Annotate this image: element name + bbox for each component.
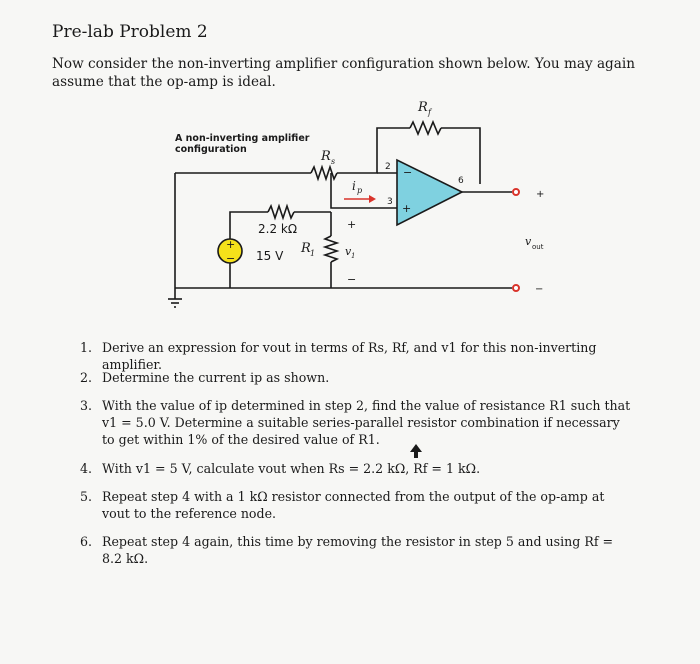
v1-plus: + xyxy=(347,218,357,231)
pin-2: 2 xyxy=(385,162,391,172)
svg-text:f: f xyxy=(428,108,431,117)
rf-resistor xyxy=(410,122,441,134)
vout-label: v xyxy=(525,235,532,248)
r-left-resistor xyxy=(268,206,294,218)
source-minus: − xyxy=(226,252,236,265)
feedback-wire xyxy=(377,128,410,157)
source-label: 15 V xyxy=(256,249,284,263)
r1-resistor xyxy=(325,236,337,262)
circuit-diagram xyxy=(0,0,700,330)
vout-terminal-top xyxy=(513,189,519,195)
caption-line1: A non-inverting amplifier xyxy=(175,133,310,144)
pin-6: 6 xyxy=(458,176,464,186)
vout-plus: + xyxy=(536,189,545,200)
top-wire-right xyxy=(337,157,377,173)
svg-text:1: 1 xyxy=(310,249,316,258)
pin-3: 3 xyxy=(387,197,393,207)
opamp-minus: − xyxy=(403,166,413,179)
svg-text:p: p xyxy=(357,186,363,195)
source-plus: + xyxy=(226,238,236,251)
intro-paragraph: Now consider the non-inverting amplifier configuration shown below. You may again assume that the op-amp is ideal. xyxy=(52,56,635,90)
mouse-cursor-icon xyxy=(410,444,422,458)
svg-text:s: s xyxy=(331,157,336,166)
opamp-plus: + xyxy=(402,202,412,215)
ip-label: i xyxy=(352,179,356,193)
rf-label: R xyxy=(418,100,428,115)
vout-minus: − xyxy=(535,284,544,295)
page-title: Pre-lab Problem 2 xyxy=(52,22,208,42)
svg-text:out: out xyxy=(532,243,544,251)
v1-label: v xyxy=(345,245,352,258)
r1-label: R xyxy=(301,241,311,256)
svg-text:1: 1 xyxy=(351,252,356,260)
caption-line2: configuration xyxy=(175,144,247,155)
vout-terminal-bottom xyxy=(513,285,519,291)
r-left-label: 2.2 kΩ xyxy=(258,222,298,236)
rs-resistor xyxy=(311,167,337,179)
rs-label: R xyxy=(321,149,331,164)
v1-minus: − xyxy=(347,273,357,286)
